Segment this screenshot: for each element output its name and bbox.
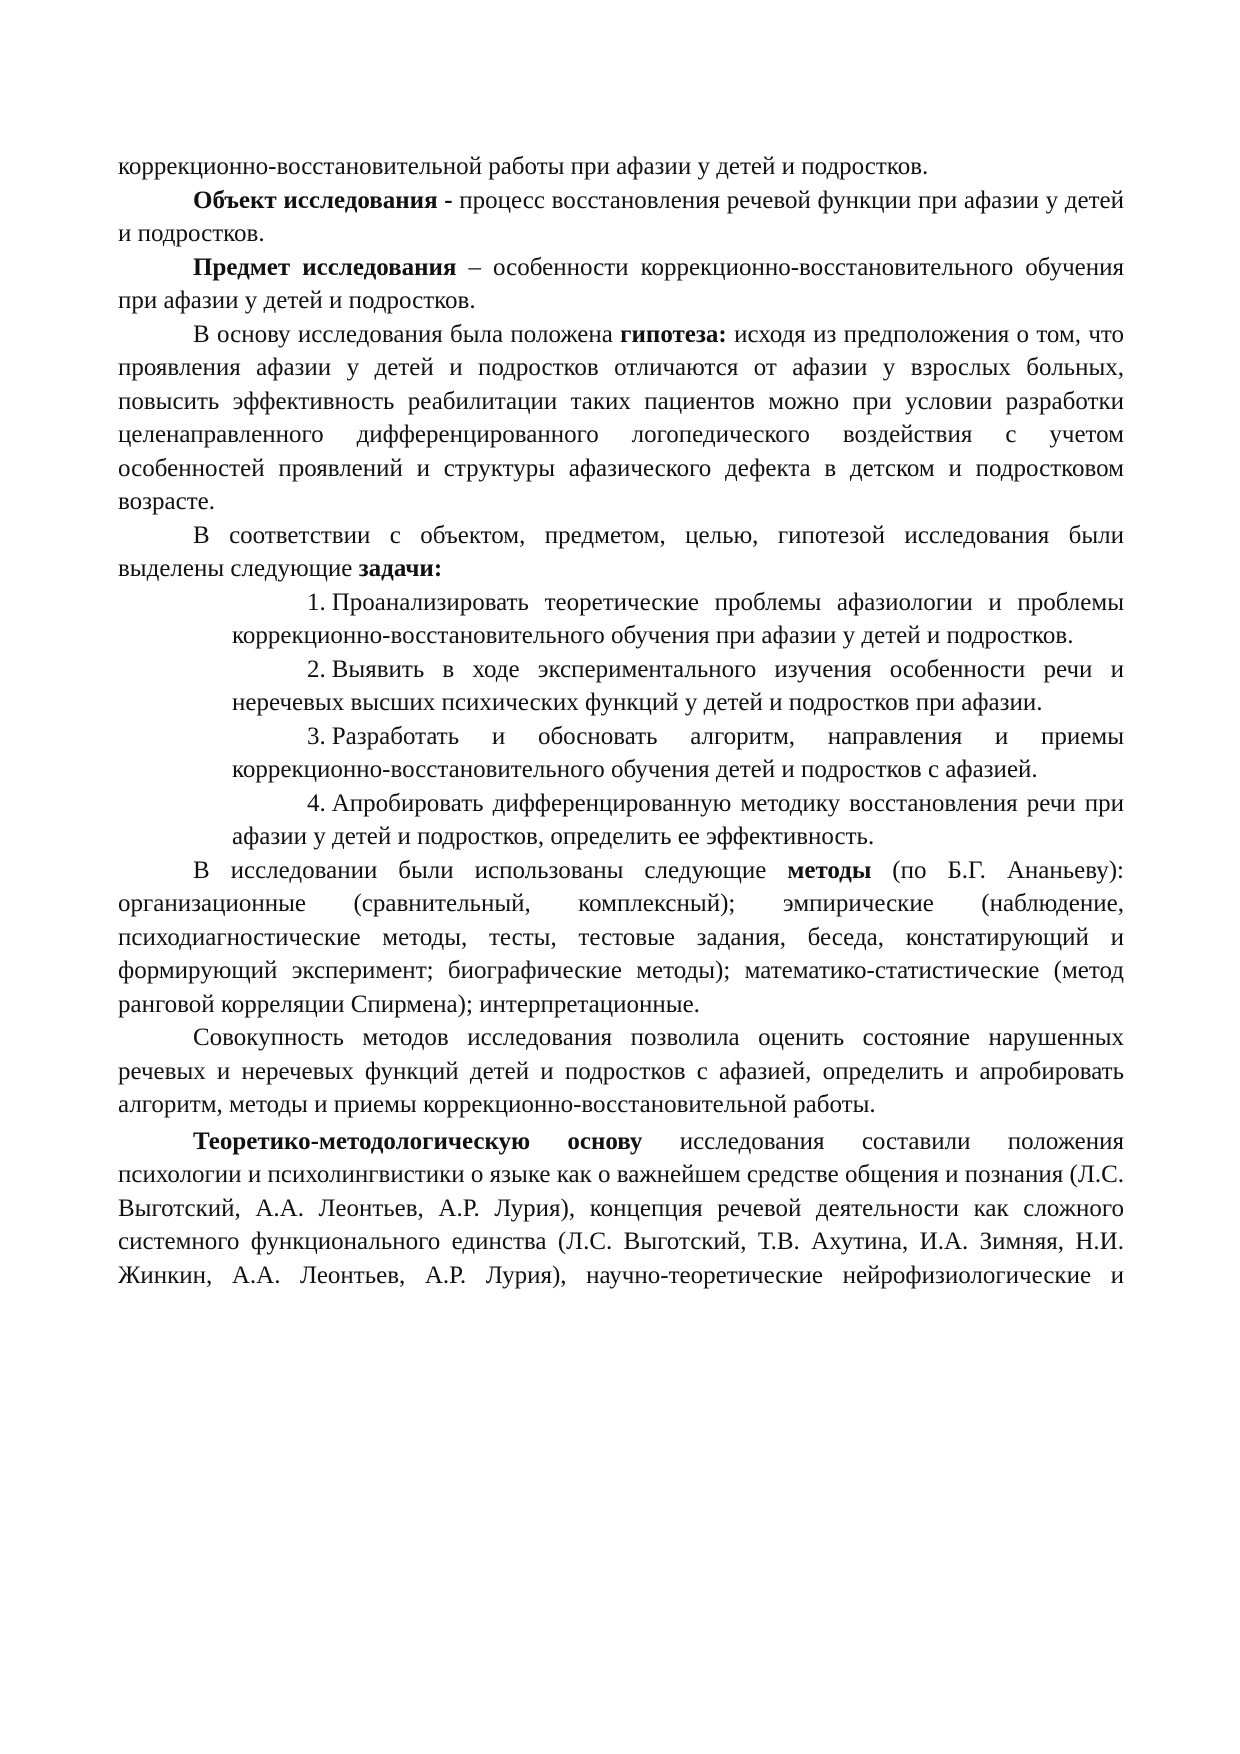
tasks-intro-label: задачи: [358,555,443,582]
task-number: 3. [307,722,326,750]
methods-before: В исследовании были использованы следующие [193,856,788,884]
basis-paragraph [118,1125,1124,1293]
intro-tail-paragraph [118,150,1124,184]
subject-paragraph [118,251,1124,318]
hypothesis-paragraph [118,318,1124,519]
tasks-intro-before: В соответствии с объектом, предметом, целью, гипотезой исследования были выделены следующие [118,521,1124,582]
task-text: Проанализировать теоретические проблемы афазиологии и проблемы коррекционно-восстановительного обучения при афазии у детей и подростков. [232,588,1124,649]
hypothesis-label: гипотеза: [620,320,727,348]
task-item [232,787,1124,854]
tasks-list [118,586,1124,854]
basis-label: Теоретико-методологическую основу [193,1127,643,1155]
methods-paragraph [118,854,1124,1022]
task-item [232,586,1124,653]
basis-after: исследования составили положения психологии и психолингвистики о языке как о важнейшем средстве общения и познания (Л.С. Выготский, А.А. Леонтьев, А.Р. Лурия), концепция речевой деятельности как сложного системного функционального единства (Л.С. Выготский, Т.В. Ахутина, И.А. Зимняя, Н.И. Жинкин, А.А. Леонтьев, А.Р. Лурия), научно-теоретические нейрофизиологические и [118,1127,1124,1289]
methods-summary-paragraph [118,1021,1124,1122]
methods-summary-text: Совокупность методов исследования позволила оценить состояние нарушенных речевых и неречевых функций детей и подростков с афазией, определить и апробировать алгоритм, методы и приемы коррекционно-восстановительной работы. [118,1024,1124,1118]
hypothesis-after: исходя из предположения о том, что проявления афазии у детей и подростков отличаются от афазии у взрослых больных, повысить эффективность реабилитации таких пациентов можно при условии разработки целенаправленного дифференцированного логопедического воздействия с учетом особенностей проявлений и структуры афазического дефекта в детском и подростковом возрасте. [118,320,1124,515]
task-item [232,720,1124,787]
object-text: процесс восстановления речевой функции при афазии у детей и подростков. [118,186,1124,247]
subject-label: Предмет исследования [193,253,457,281]
methods-label: методы [787,856,872,884]
task-text: Апробировать дифференцированную методику восстановления речи при афазии у детей и подростков, определить ее эффективность. [232,789,1124,850]
task-text: Выявить в ходе экспериментального изучения особенности речи и неречевых высших психических функций у детей и подростков при афазии. [232,655,1124,716]
object-paragraph [118,184,1124,251]
methods-after: (по Б.Г. Ананьеву): организационные (сравнительный, комплексный); эмпирические (наблюдение, психодиагностические методы, тесты, тестовые задания, беседа, констатирующий и формирующий эксперимент; биографические методы); математико-статистические (метод ранговой корреляции Спирмена); интерпретационные. [118,856,1124,1018]
task-text: Разработать и обосновать алгоритм, направления и приемы коррекционно-восстановительного обучения детей и подростков с афазией. [232,722,1124,783]
task-item [232,653,1124,720]
hypothesis-before: В основу исследования была положена [193,320,621,348]
task-number: 2. [307,655,326,683]
task-number: 4. [307,789,326,817]
tasks-intro-paragraph [118,519,1124,586]
intro-tail-text: коррекционно-восстановительной работы при афазии у детей и подростков. [118,153,929,180]
task-number: 1. [307,588,326,616]
object-label: Объект исследования - [193,186,453,214]
subject-text: – особенности коррекционно-восстановительного обучения при афазии у детей и подростков. [118,253,1125,314]
document-page [118,150,1124,1292]
